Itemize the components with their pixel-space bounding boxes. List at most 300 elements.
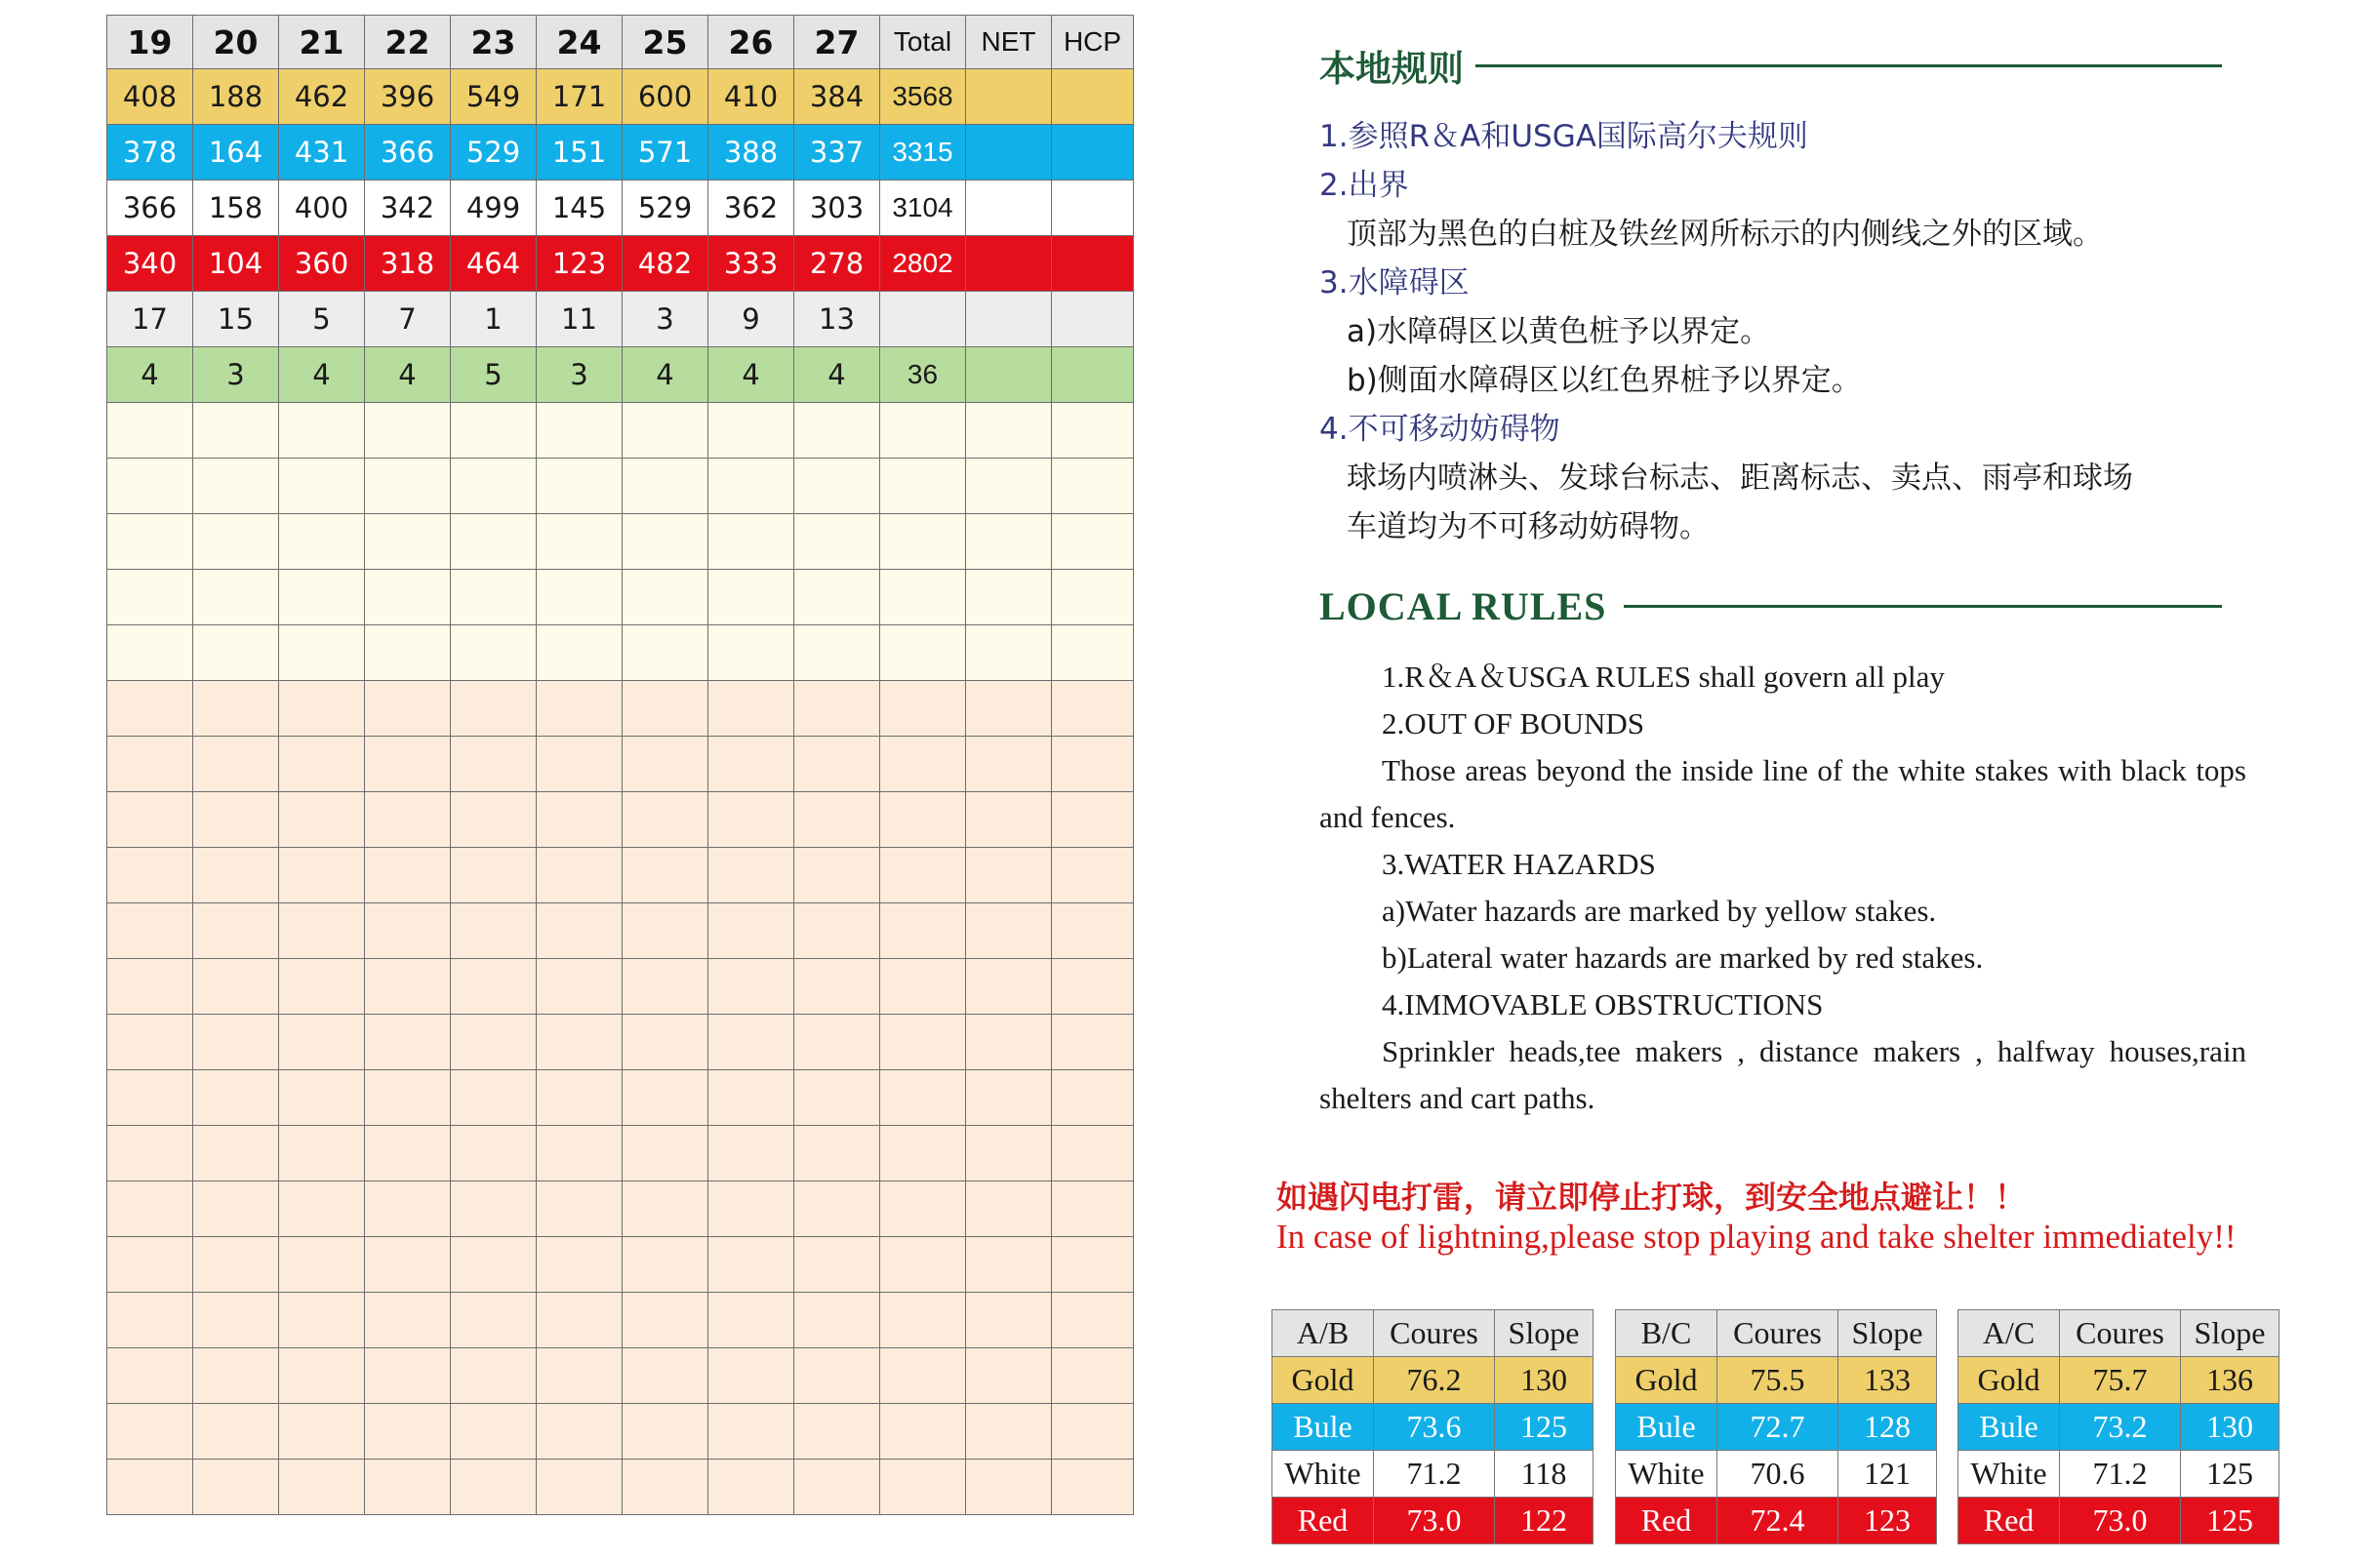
- score-entry-cell[interactable]: [193, 903, 279, 959]
- score-entry-cell[interactable]: [966, 1070, 1052, 1126]
- score-entry-cell[interactable]: [794, 1237, 880, 1293]
- score-entry-cell[interactable]: [708, 848, 794, 903]
- score-entry-cell[interactable]: [966, 1293, 1052, 1348]
- slope-value: 130: [1495, 1357, 1593, 1404]
- score-entry-cell[interactable]: [107, 514, 193, 570]
- hole-cell: 340: [107, 236, 193, 292]
- score-entry-cell[interactable]: [1052, 459, 1134, 514]
- score-entry-cell[interactable]: [279, 570, 365, 625]
- score-entry-cell[interactable]: [537, 1293, 623, 1348]
- score-entry-cell[interactable]: [365, 737, 451, 792]
- score-entry-cell[interactable]: [365, 681, 451, 737]
- score-entry-cell[interactable]: [193, 1237, 279, 1293]
- score-entry-cell[interactable]: [451, 1348, 537, 1404]
- score-entry-cell[interactable]: [107, 1015, 193, 1070]
- tee-row-white: [107, 180, 1134, 236]
- score-entry-cell[interactable]: [966, 459, 1052, 514]
- score-entry-cell[interactable]: [708, 570, 794, 625]
- score-entry-cell[interactable]: [623, 737, 708, 792]
- cn-rule-2-body: 顶部为黑色的白桩及铁丝网所标示的内侧线之外的区域。: [1347, 217, 2103, 252]
- score-entry-cell[interactable]: [537, 1460, 623, 1515]
- hcp-header: HCP: [1052, 16, 1134, 69]
- score-entry-cell[interactable]: [794, 959, 880, 1015]
- score-entry-cell[interactable]: [451, 681, 537, 737]
- score-entry-cell[interactable]: [966, 1404, 1052, 1460]
- tee-row-gold: [107, 69, 1134, 125]
- hole-cell: 188: [193, 69, 279, 125]
- score-entry-cell[interactable]: [880, 625, 966, 681]
- score-entry-cell[interactable]: [451, 1126, 537, 1181]
- score-entry-cell[interactable]: [279, 1015, 365, 1070]
- score-entry-cell[interactable]: [623, 681, 708, 737]
- score-entry-cell[interactable]: [451, 792, 537, 848]
- score-entry-cell[interactable]: [623, 903, 708, 959]
- score-entry-cell[interactable]: [279, 959, 365, 1015]
- score-entry-cell[interactable]: [708, 1126, 794, 1181]
- score-entry-cell[interactable]: [966, 514, 1052, 570]
- score-entry-cell[interactable]: [107, 1348, 193, 1404]
- score-entry-cell[interactable]: [708, 1460, 794, 1515]
- score-entry-cell[interactable]: [794, 1293, 880, 1348]
- score-entry-cell[interactable]: [794, 625, 880, 681]
- score-entry-cell[interactable]: [708, 1348, 794, 1404]
- score-entry-cell[interactable]: [880, 1293, 966, 1348]
- score-entry-cell[interactable]: [451, 737, 537, 792]
- hole-cell: 3: [537, 347, 623, 403]
- score-entry-cell[interactable]: [966, 570, 1052, 625]
- score-entry-cell[interactable]: [279, 1460, 365, 1515]
- score-cell: [1052, 236, 1134, 292]
- score-entry-cell[interactable]: [107, 1070, 193, 1126]
- score-entry-cell[interactable]: [451, 1015, 537, 1070]
- lightning-warning-en: In case of lightning,please stop playing and take shelter immediately!!: [1276, 1218, 2237, 1256]
- score-entry-cell[interactable]: [107, 1181, 193, 1237]
- score-entry-cell[interactable]: [1052, 1348, 1134, 1404]
- score-entry-row: [107, 1293, 1134, 1348]
- score-entry-cell[interactable]: [279, 903, 365, 959]
- score-entry-cell[interactable]: [1052, 1070, 1134, 1126]
- score-entry-cell[interactable]: [193, 1460, 279, 1515]
- score-entry-cell[interactable]: [794, 570, 880, 625]
- score-entry-cell[interactable]: [880, 1404, 966, 1460]
- score-entry-cell[interactable]: [1052, 1293, 1134, 1348]
- score-entry-cell[interactable]: [537, 848, 623, 903]
- tee-label: White: [1272, 1451, 1374, 1498]
- score-entry-cell[interactable]: [794, 1348, 880, 1404]
- score-entry-cell[interactable]: [451, 848, 537, 903]
- score-entry-cell[interactable]: [1052, 514, 1134, 570]
- score-entry-cell[interactable]: [966, 792, 1052, 848]
- course-rating-value: 71.2: [1374, 1451, 1495, 1498]
- cn-rule-3-heading: 3.水障碍区: [1319, 265, 1470, 300]
- score-entry-cell[interactable]: [193, 959, 279, 1015]
- score-entry-cell[interactable]: [193, 1348, 279, 1404]
- score-entry-cell[interactable]: [365, 1404, 451, 1460]
- score-entry-cell[interactable]: [1052, 681, 1134, 737]
- score-entry-cell[interactable]: [794, 903, 880, 959]
- score-entry-cell[interactable]: [966, 403, 1052, 459]
- score-entry-cell[interactable]: [537, 681, 623, 737]
- score-entry-cell[interactable]: [966, 1015, 1052, 1070]
- scorecard-table: [106, 15, 1134, 1515]
- score-entry-cell[interactable]: [537, 1070, 623, 1126]
- score-entry-cell[interactable]: [537, 1181, 623, 1237]
- score-entry-cell[interactable]: [1052, 959, 1134, 1015]
- score-entry-cell[interactable]: [794, 459, 880, 514]
- score-entry-cell[interactable]: [623, 403, 708, 459]
- score-entry-cell[interactable]: [623, 1070, 708, 1126]
- score-entry-cell[interactable]: [107, 903, 193, 959]
- hole-cell: 9: [708, 292, 794, 347]
- score-entry-cell[interactable]: [451, 459, 537, 514]
- score-entry-cell[interactable]: [623, 570, 708, 625]
- score-entry-cell[interactable]: [1052, 570, 1134, 625]
- score-entry-cell[interactable]: [1052, 792, 1134, 848]
- score-entry-cell[interactable]: [107, 848, 193, 903]
- score-entry-cell[interactable]: [880, 737, 966, 792]
- hole-cell: 17: [107, 292, 193, 347]
- hole-cell: 366: [107, 180, 193, 236]
- score-entry-cell[interactable]: [193, 570, 279, 625]
- score-entry-cell[interactable]: [107, 737, 193, 792]
- score-entry-cell[interactable]: [966, 681, 1052, 737]
- course-rating-value: 75.7: [2060, 1357, 2181, 1404]
- score-entry-cell[interactable]: [365, 1015, 451, 1070]
- score-entry-cell[interactable]: [623, 1293, 708, 1348]
- rating-row: [1616, 1498, 1937, 1544]
- score-entry-cell[interactable]: [537, 792, 623, 848]
- hole-27-header: 27: [794, 16, 880, 69]
- score-entry-cell[interactable]: [279, 1181, 365, 1237]
- course-rating-value: 73.0: [1374, 1498, 1495, 1544]
- score-entry-cell[interactable]: [623, 1460, 708, 1515]
- hole-cell: 7: [365, 292, 451, 347]
- score-entry-cell[interactable]: [107, 1404, 193, 1460]
- score-entry-cell[interactable]: [623, 1404, 708, 1460]
- score-entry-cell[interactable]: [193, 681, 279, 737]
- hole-cell: 3: [193, 347, 279, 403]
- score-entry-cell[interactable]: [537, 1237, 623, 1293]
- score-entry-cell[interactable]: [279, 1404, 365, 1460]
- score-entry-cell[interactable]: [537, 459, 623, 514]
- score-entry-cell[interactable]: [1052, 1181, 1134, 1237]
- score-entry-cell[interactable]: [708, 1015, 794, 1070]
- score-entry-cell[interactable]: [365, 1181, 451, 1237]
- course-rating-header: Coures: [1717, 1310, 1838, 1357]
- score-entry-cell[interactable]: [279, 459, 365, 514]
- score-entry-cell[interactable]: [623, 1237, 708, 1293]
- score-entry-cell[interactable]: [794, 403, 880, 459]
- score-entry-cell[interactable]: [537, 1126, 623, 1181]
- score-entry-cell[interactable]: [107, 1126, 193, 1181]
- score-entry-cell[interactable]: [708, 1237, 794, 1293]
- score-entry-row: [107, 1460, 1134, 1515]
- score-entry-cell[interactable]: [880, 1237, 966, 1293]
- score-entry-cell[interactable]: [193, 792, 279, 848]
- score-entry-cell[interactable]: [1052, 1404, 1134, 1460]
- score-entry-row: [107, 1348, 1134, 1404]
- cn-rule-4-heading: 4.不可移动妨碍物: [1319, 412, 1560, 447]
- score-entry-cell[interactable]: [365, 459, 451, 514]
- score-entry-cell[interactable]: [279, 1237, 365, 1293]
- score-entry-row: [107, 1015, 1134, 1070]
- score-entry-cell[interactable]: [623, 1181, 708, 1237]
- cn-rule-4-body-line1: 球场内喷淋头、发球台标志、距离标志、卖点、雨亭和球场: [1347, 460, 2133, 496]
- score-entry-cell[interactable]: [794, 1460, 880, 1515]
- score-entry-cell[interactable]: [365, 1237, 451, 1293]
- score-entry-row: [107, 1237, 1134, 1293]
- hole-cell: 337: [794, 125, 880, 180]
- score-entry-cell[interactable]: [708, 1293, 794, 1348]
- score-entry-cell[interactable]: [623, 459, 708, 514]
- score-entry-cell[interactable]: [107, 625, 193, 681]
- score-entry-cell[interactable]: [451, 403, 537, 459]
- score-entry-cell[interactable]: [1052, 737, 1134, 792]
- score-entry-cell[interactable]: [966, 1181, 1052, 1237]
- score-entry-cell[interactable]: [107, 1460, 193, 1515]
- score-cell: [966, 125, 1052, 180]
- score-entry-cell[interactable]: [107, 959, 193, 1015]
- en-rule-4-body: Sprinkler heads,tee makers , distance makers , halfway houses,rain shelters and cart paths.: [1319, 1034, 2246, 1115]
- score-entry-cell[interactable]: [966, 1460, 1052, 1515]
- score-entry-cell[interactable]: [880, 1460, 966, 1515]
- score-entry-cell[interactable]: [451, 570, 537, 625]
- score-entry-cell[interactable]: [365, 848, 451, 903]
- score-entry-cell[interactable]: [107, 1237, 193, 1293]
- score-entry-cell[interactable]: [966, 737, 1052, 792]
- score-entry-cell[interactable]: [451, 514, 537, 570]
- score-entry-cell[interactable]: [1052, 1015, 1134, 1070]
- score-entry-cell[interactable]: [279, 625, 365, 681]
- score-entry-cell[interactable]: [794, 514, 880, 570]
- score-entry-cell[interactable]: [193, 1126, 279, 1181]
- cn-rule-1: 1.参照R＆A和USGA国际高尔夫规则: [1319, 119, 1808, 154]
- score-entry-cell[interactable]: [1052, 1460, 1134, 1515]
- score-entry-cell[interactable]: [880, 1070, 966, 1126]
- en-rule-4-heading: 4.IMMOVABLE OBSTRUCTIONS: [1382, 987, 1824, 1021]
- score-entry-cell[interactable]: [279, 1070, 365, 1126]
- score-entry-cell[interactable]: [279, 792, 365, 848]
- score-entry-cell[interactable]: [966, 1237, 1052, 1293]
- score-entry-cell[interactable]: [623, 514, 708, 570]
- score-entry-cell[interactable]: [365, 514, 451, 570]
- score-entry-cell[interactable]: [794, 848, 880, 903]
- score-entry-cell[interactable]: [623, 1126, 708, 1181]
- score-entry-cell[interactable]: [451, 959, 537, 1015]
- score-entry-cell[interactable]: [537, 625, 623, 681]
- score-entry-cell[interactable]: [451, 1237, 537, 1293]
- score-entry-cell[interactable]: [451, 1181, 537, 1237]
- score-entry-cell[interactable]: [451, 1070, 537, 1126]
- score-entry-cell[interactable]: [1052, 903, 1134, 959]
- score-entry-cell[interactable]: [880, 514, 966, 570]
- score-entry-cell[interactable]: [365, 625, 451, 681]
- score-entry-cell[interactable]: [193, 1181, 279, 1237]
- score-entry-cell[interactable]: [193, 403, 279, 459]
- score-entry-cell[interactable]: [451, 1404, 537, 1460]
- score-entry-cell[interactable]: [279, 1348, 365, 1404]
- hole-cell: 104: [193, 236, 279, 292]
- score-entry-cell[interactable]: [193, 737, 279, 792]
- score-cell: [1052, 292, 1134, 347]
- score-entry-cell[interactable]: [537, 903, 623, 959]
- score-entry-cell[interactable]: [623, 1348, 708, 1404]
- score-entry-cell[interactable]: [537, 514, 623, 570]
- score-entry-cell[interactable]: [794, 1181, 880, 1237]
- tee-label: Gold: [1272, 1357, 1374, 1404]
- score-entry-cell[interactable]: [365, 1126, 451, 1181]
- score-entry-cell[interactable]: [193, 625, 279, 681]
- score-entry-cell[interactable]: [880, 681, 966, 737]
- score-entry-cell[interactable]: [794, 1070, 880, 1126]
- cn-rule-4-body-line2: 车道均为不可移动妨碍物。: [1347, 509, 1710, 544]
- score-entry-cell[interactable]: [1052, 1237, 1134, 1293]
- score-entry-cell[interactable]: [1052, 848, 1134, 903]
- hole-19-header: 19: [107, 16, 193, 69]
- score-entry-cell[interactable]: [880, 1015, 966, 1070]
- score-entry-cell[interactable]: [966, 848, 1052, 903]
- score-entry-cell[interactable]: [537, 570, 623, 625]
- score-entry-cell[interactable]: [279, 737, 365, 792]
- en-rule-2-heading: 2.OUT OF BOUNDS: [1382, 706, 1644, 740]
- score-entry-cell[interactable]: [537, 1404, 623, 1460]
- score-entry-cell[interactable]: [880, 570, 966, 625]
- course-rating-value: 73.2: [2060, 1404, 2181, 1451]
- score-entry-cell[interactable]: [708, 1070, 794, 1126]
- score-entry-cell[interactable]: [880, 1181, 966, 1237]
- score-entry-cell[interactable]: [279, 514, 365, 570]
- score-entry-cell[interactable]: [365, 570, 451, 625]
- score-entry-cell[interactable]: [794, 681, 880, 737]
- rating-table-bc: [1615, 1309, 1937, 1544]
- score-entry-cell[interactable]: [708, 903, 794, 959]
- score-entry-cell[interactable]: [537, 959, 623, 1015]
- score-entry-cell[interactable]: [966, 625, 1052, 681]
- hole-cell: 4: [623, 347, 708, 403]
- score-entry-cell[interactable]: [279, 1126, 365, 1181]
- score-entry-cell[interactable]: [365, 903, 451, 959]
- score-entry-cell[interactable]: [107, 681, 193, 737]
- combo-header: A/B: [1272, 1310, 1374, 1357]
- score-entry-cell[interactable]: [193, 1293, 279, 1348]
- score-entry-cell[interactable]: [966, 1126, 1052, 1181]
- hole-cell: 4: [107, 347, 193, 403]
- score-entry-cell[interactable]: [880, 848, 966, 903]
- score-entry-cell[interactable]: [708, 737, 794, 792]
- score-entry-cell[interactable]: [107, 459, 193, 514]
- hole-cell: 4: [365, 347, 451, 403]
- tee-label: White: [1958, 1451, 2060, 1498]
- score-entry-cell[interactable]: [880, 792, 966, 848]
- score-entry-row: [107, 570, 1134, 625]
- score-entry-cell[interactable]: [365, 1348, 451, 1404]
- score-entry-cell[interactable]: [1052, 403, 1134, 459]
- score-entry-cell[interactable]: [279, 1293, 365, 1348]
- score-entry-cell[interactable]: [708, 681, 794, 737]
- score-entry-cell[interactable]: [107, 403, 193, 459]
- score-entry-cell[interactable]: [880, 1126, 966, 1181]
- score-entry-cell[interactable]: [708, 459, 794, 514]
- score-entry-cell[interactable]: [880, 1348, 966, 1404]
- score-entry-cell[interactable]: [1052, 1126, 1134, 1181]
- score-entry-cell[interactable]: [365, 959, 451, 1015]
- total-cell: [880, 292, 966, 347]
- score-entry-cell[interactable]: [708, 514, 794, 570]
- score-entry-cell[interactable]: [451, 1293, 537, 1348]
- score-entry-cell[interactable]: [537, 403, 623, 459]
- score-entry-cell[interactable]: [193, 1070, 279, 1126]
- score-entry-cell[interactable]: [451, 1460, 537, 1515]
- score-entry-cell[interactable]: [451, 625, 537, 681]
- hole-cell: 482: [623, 236, 708, 292]
- course-rating-value: 73.0: [2060, 1498, 2181, 1544]
- score-entry-cell[interactable]: [794, 1126, 880, 1181]
- score-entry-cell[interactable]: [880, 903, 966, 959]
- score-entry-cell[interactable]: [623, 959, 708, 1015]
- score-entry-cell[interactable]: [966, 903, 1052, 959]
- score-entry-cell[interactable]: [880, 959, 966, 1015]
- score-entry-cell[interactable]: [623, 848, 708, 903]
- score-entry-cell[interactable]: [623, 792, 708, 848]
- score-entry-cell[interactable]: [107, 792, 193, 848]
- score-entry-cell[interactable]: [193, 459, 279, 514]
- score-entry-cell[interactable]: [794, 1015, 880, 1070]
- score-entry-cell[interactable]: [537, 1348, 623, 1404]
- score-entry-cell[interactable]: [794, 792, 880, 848]
- score-entry-cell[interactable]: [708, 792, 794, 848]
- score-entry-cell[interactable]: [1052, 625, 1134, 681]
- score-entry-cell[interactable]: [365, 1070, 451, 1126]
- score-entry-cell[interactable]: [794, 1404, 880, 1460]
- hole-20-header: 20: [193, 16, 279, 69]
- score-entry-cell[interactable]: [193, 514, 279, 570]
- score-entry-cell[interactable]: [623, 1015, 708, 1070]
- score-entry-cell[interactable]: [880, 459, 966, 514]
- score-entry-cell[interactable]: [279, 681, 365, 737]
- score-entry-cell[interactable]: [365, 1460, 451, 1515]
- score-entry-cell[interactable]: [966, 1348, 1052, 1404]
- score-cell: [966, 236, 1052, 292]
- score-entry-cell[interactable]: [708, 403, 794, 459]
- score-entry-cell[interactable]: [279, 848, 365, 903]
- score-entry-cell[interactable]: [537, 737, 623, 792]
- score-entry-cell[interactable]: [794, 737, 880, 792]
- hole-cell: 5: [451, 347, 537, 403]
- score-entry-cell[interactable]: [365, 403, 451, 459]
- score-entry-cell[interactable]: [966, 959, 1052, 1015]
- score-entry-cell[interactable]: [880, 403, 966, 459]
- score-entry-cell[interactable]: [708, 959, 794, 1015]
- score-entry-cell[interactable]: [107, 570, 193, 625]
- score-entry-cell[interactable]: [279, 403, 365, 459]
- score-entry-cell[interactable]: [708, 1404, 794, 1460]
- score-entry-cell[interactable]: [708, 625, 794, 681]
- score-entry-cell[interactable]: [193, 848, 279, 903]
- score-entry-cell[interactable]: [107, 1293, 193, 1348]
- score-entry-cell[interactable]: [365, 792, 451, 848]
- course-rating-value: 76.2: [1374, 1357, 1495, 1404]
- score-entry-cell[interactable]: [708, 1181, 794, 1237]
- score-entry-cell[interactable]: [537, 1015, 623, 1070]
- score-entry-cell[interactable]: [193, 1404, 279, 1460]
- score-entry-cell[interactable]: [365, 1293, 451, 1348]
- score-entry-row: [107, 459, 1134, 514]
- score-entry-cell[interactable]: [623, 625, 708, 681]
- score-entry-cell[interactable]: [193, 1015, 279, 1070]
- en-rule-3-heading: 3.WATER HAZARDS: [1382, 847, 1656, 881]
- score-cell: [1052, 180, 1134, 236]
- score-entry-cell[interactable]: [451, 903, 537, 959]
